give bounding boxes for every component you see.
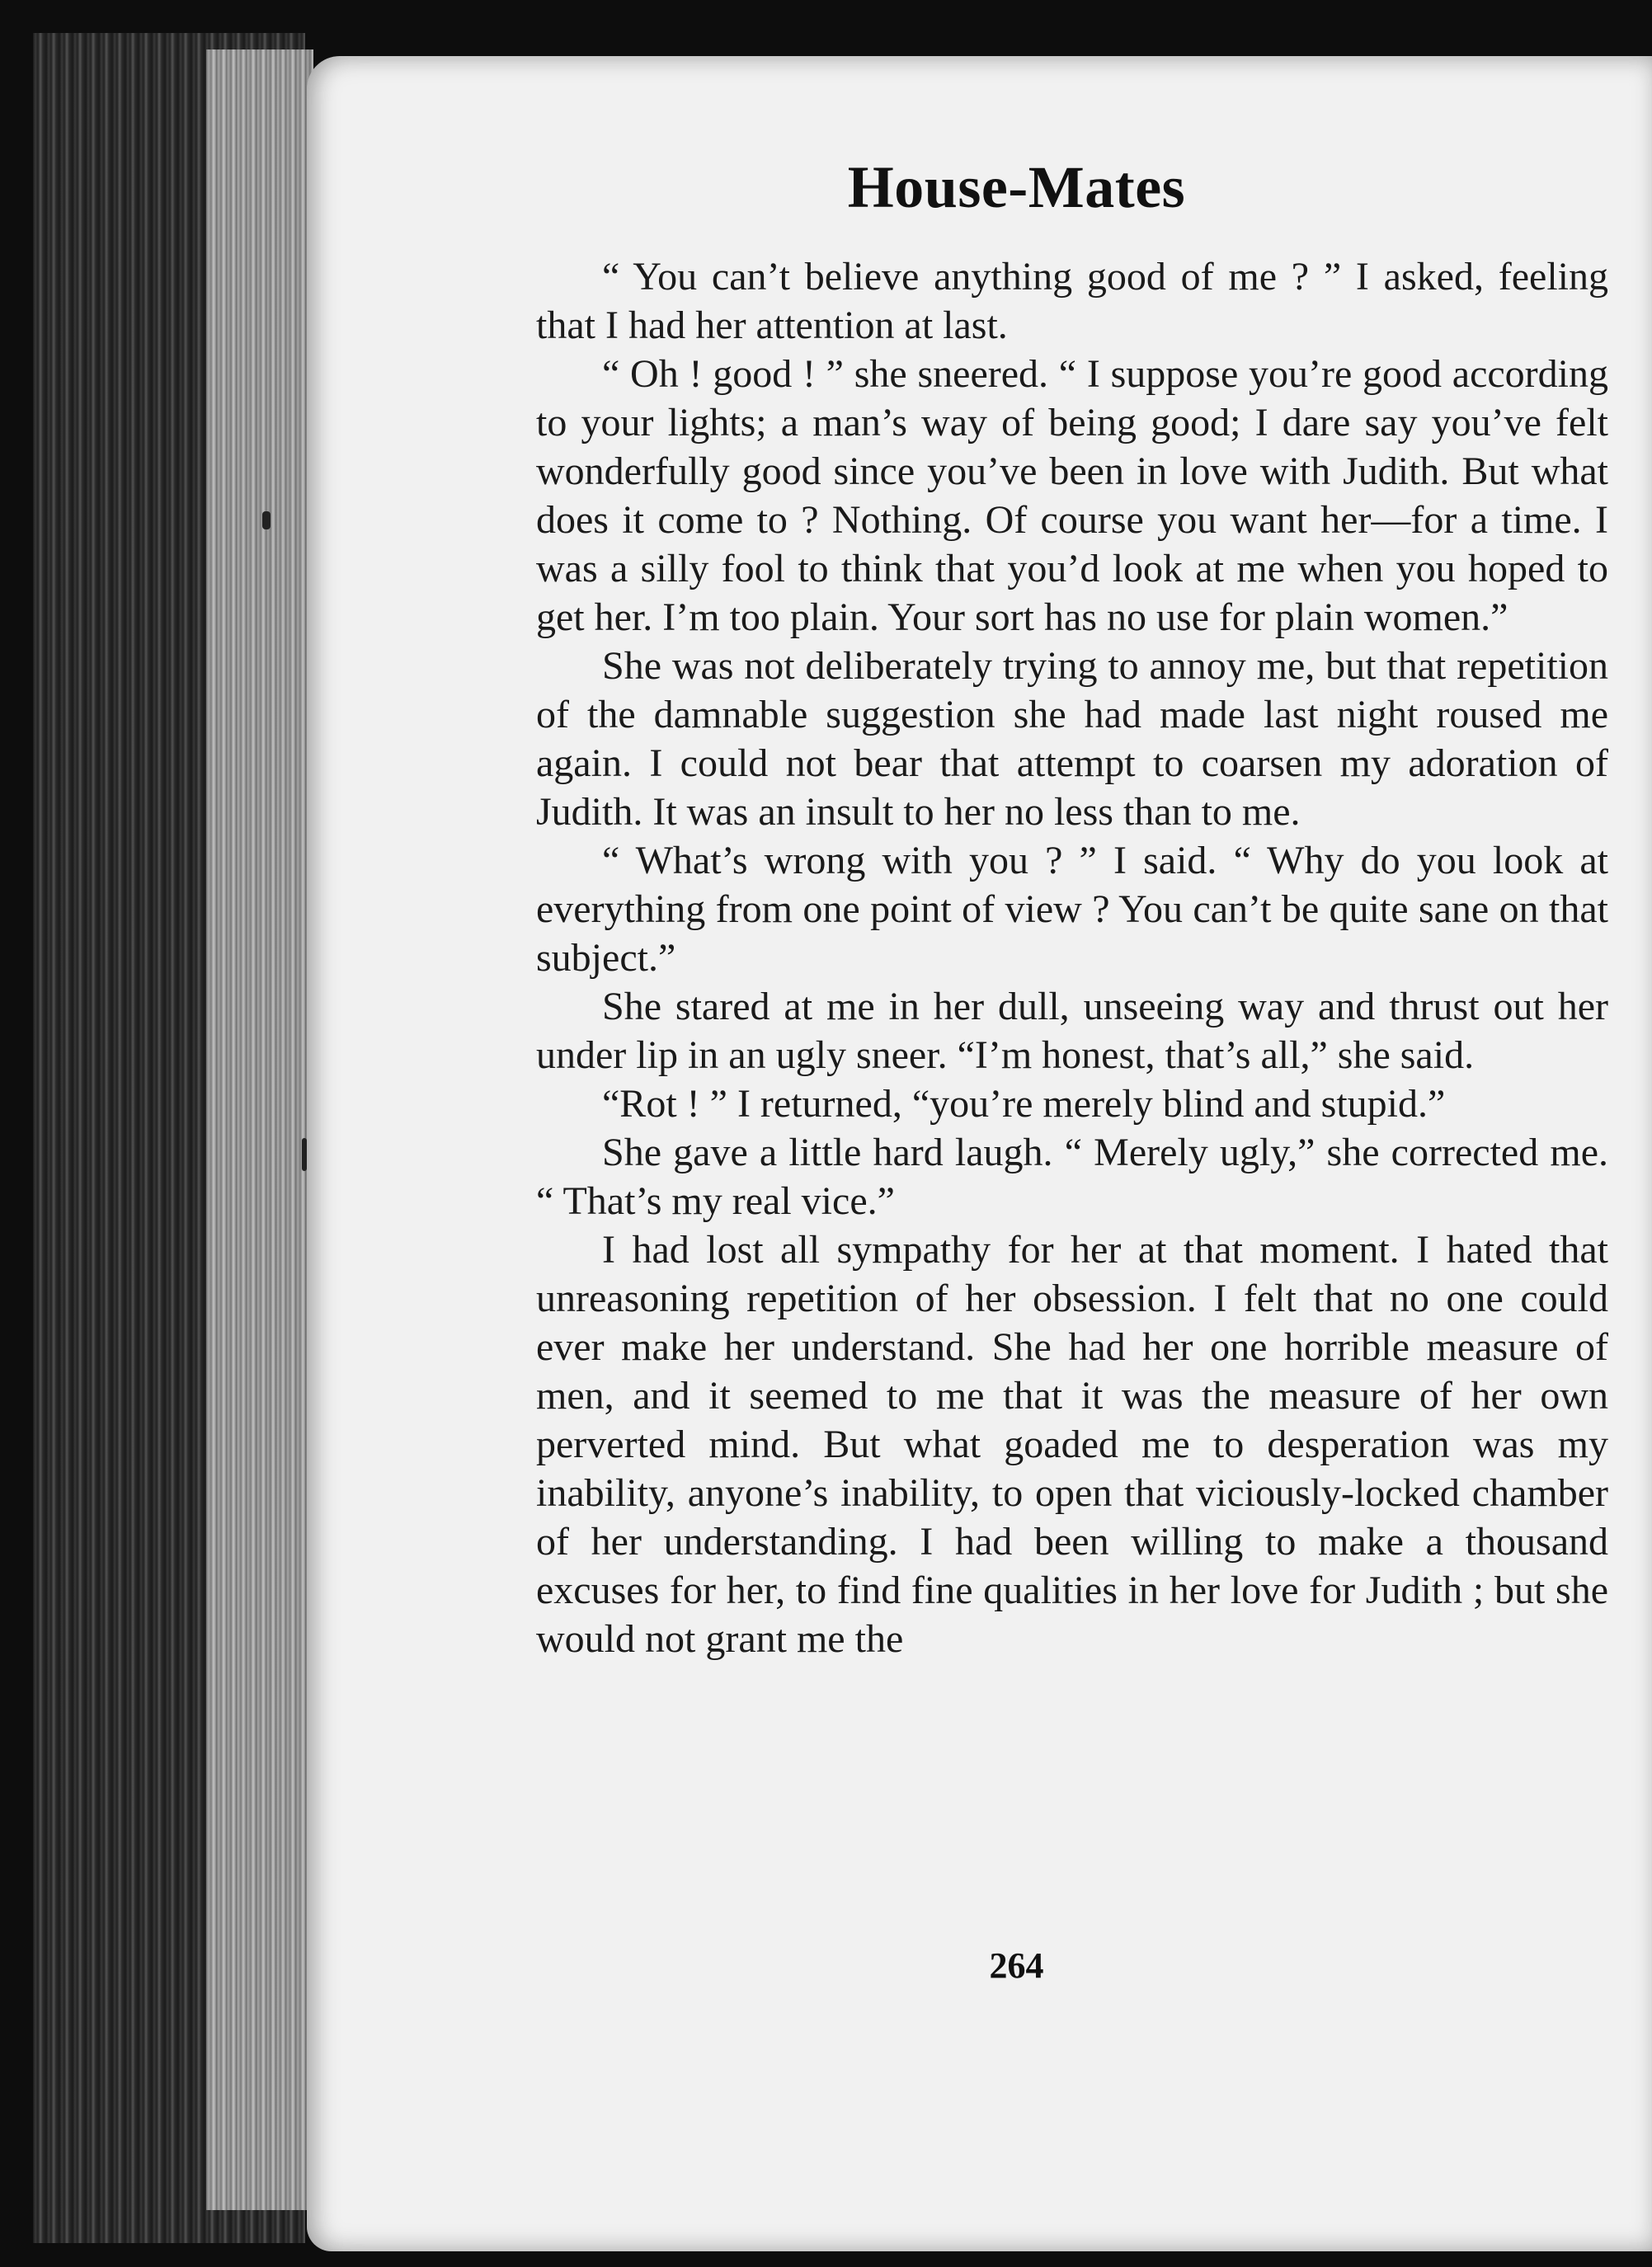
paragraph: “ What’s wrong with you ? ” I said. “ Why do you look at everything from one point of view ? You can’t be quite sane on that subject.”: [536, 839, 1608, 980]
paragraph: “ Oh ! good ! ” she sneered. “ I suppose you’re good according to your lights; a man’s way of being good; I dare say you’ve felt wonderfully good since you’ve been in love with Judith. But what does it come to ? Nothing. Of course you want her—for a time. I was a silly fool to think that you’d look at me when you hoped to get her. I’m too plain. Your sort has no use for plain women.”: [536, 352, 1608, 639]
body-text: [536, 252, 1608, 1663]
paragraph: She was not deliberately trying to annoy me, but that repetition of the damnable suggestion she had made last night roused me again. I could not bear that attempt to coarsen my adoration of Judith. It was an insult to her no less than to me.: [536, 644, 1608, 834]
scan-artifact-mark: [302, 1138, 307, 1171]
paragraph: “ You can’t believe anything good of me ? ” I asked, feeling that I had her attention at last.: [536, 255, 1608, 347]
page-number: 264: [989, 1945, 1044, 1986]
paragraph: She gave a little hard laugh. “ Merely ugly,” she corrected me. “ That’s my real vice.”: [536, 1131, 1608, 1223]
paragraph: I had lost all sympathy for her at that moment. I hated that unreasoning repetition of her obsession. I felt that no one could ever make her understand. She had her one horrible measure of men, and it seemed to me that it was the measure of her own perverted mind. But what goaded me to desperation was my inability, anyone’s inability, to open that viciously-locked chamber of her understanding. I had been willing to make a thousand excuses for her, to find fine qualities in her love for Judith ; but she would not grant me the: [536, 1228, 1608, 1661]
paragraph: She stared at me in her dull, unseeing way and thrust out her under lip in an ugly sneer. “I’m honest, that’s all,” she said.: [536, 985, 1608, 1077]
paragraph: “Rot ! ” I returned, “you’re merely blind and stupid.”: [602, 1082, 1446, 1126]
book-page: [307, 56, 1652, 2251]
scan-artifact-mark: [262, 511, 271, 529]
running-head: House-Mates: [847, 154, 1186, 220]
book-page-edges: [206, 49, 313, 2210]
